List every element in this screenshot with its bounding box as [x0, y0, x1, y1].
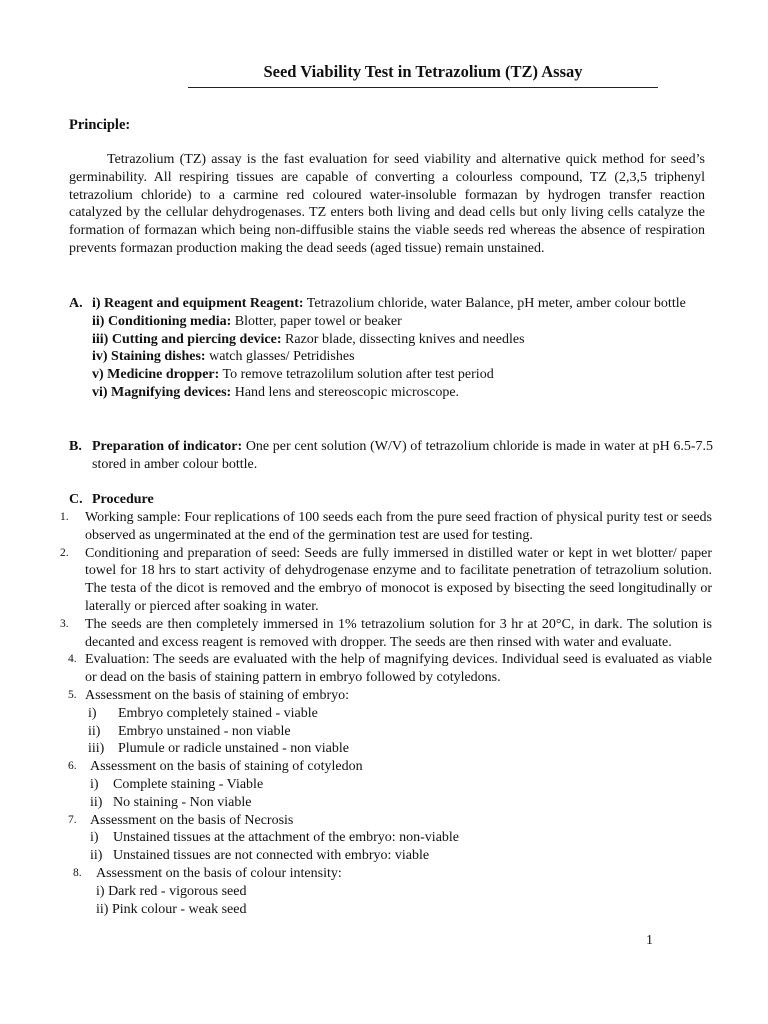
- procedure-item-text: The seeds are then completely immersed in 1% tetrazolium solution for 3 hr at 20°C, in dark. The solution is decanted and excess reagent is removed with dropper. The seeds are then rinsed with water and evaluate.: [85, 616, 712, 650]
- procedure-item-number: 5.: [68, 688, 77, 701]
- section-c-letter: C.: [69, 492, 83, 507]
- section-a-item: [92, 313, 713, 331]
- sub-item-text: Pink colour - weak seed: [111, 901, 247, 917]
- section-a-item-text: Tetrazolium chloride, water Balance, pH meter, amber colour bottle: [303, 296, 686, 311]
- title-underline: [188, 87, 658, 88]
- procedure-item: [60, 651, 712, 687]
- principle-paragraph: Tetrazolium (TZ) assay is the fast evaluation for seed viability and alternative quick method for seed’s germinability. All respiring tissues are capable of converting a colourless compound, TZ (2,3,5 triphenyl tetrazolium chloride) to a carmine red coloured water-insoluble formazan by hydrogen transfer reaction catalyzed by the cellular dehydrogenases. TZ enters both living and dead cells but only living cells catalyze the formation of formazan which being non-diffusible stains the viable seeds red whereas the absence of respiration prevents formazan production making the dead seeds (aged tissue) remain unstained.: [69, 152, 705, 256]
- procedure-item-text: Working sample: Four replications of 100 seeds each from the pure seed fraction of physical purity test or seeds observed as ungerminated at the end of the germination test are used for testing.: [85, 510, 712, 543]
- procedure-item: [60, 509, 712, 545]
- procedure-item-number: 7.: [68, 813, 77, 826]
- section-a-item-label: vi) Magnifying devices:: [92, 384, 232, 400]
- sub-item-text: Dark red - vigorous seed: [108, 883, 247, 899]
- section-b-letter: B.: [69, 439, 82, 454]
- sub-item-number: i): [90, 776, 99, 792]
- sub-item-text: Embryo unstained - non viable: [118, 723, 291, 739]
- sub-item: [85, 740, 712, 758]
- section-a-item: [92, 331, 713, 349]
- section-a-item: [92, 384, 713, 402]
- section-a-item-text: Razor blade, dissecting knives and needles: [281, 331, 525, 347]
- document-title: Seed Viability Test in Tetrazolium (TZ) Assay: [263, 62, 583, 81]
- procedure-item-number: 4.: [68, 653, 77, 666]
- sub-item: [90, 847, 712, 865]
- sub-item: [85, 705, 712, 723]
- sub-item-number: i): [96, 883, 105, 899]
- sub-item-number: ii): [90, 794, 103, 810]
- procedure-item-text: Assessment on the basis of staining of cotyledon: [90, 759, 363, 775]
- procedure-item: [60, 812, 712, 865]
- sub-item: [90, 829, 712, 847]
- sub-item: [96, 883, 712, 901]
- procedure-item-number: 6.: [68, 760, 77, 773]
- sub-item-number: i): [88, 705, 97, 721]
- procedure-item: [60, 616, 712, 652]
- sub-item-text: No staining - Non viable: [113, 794, 252, 810]
- sub-item-text: Embryo completely stained - viable: [118, 705, 318, 721]
- sub-item: [90, 776, 712, 794]
- sub-item-number: iii): [88, 741, 105, 757]
- section-a-item-label: iii) Cutting and piercing device:: [92, 331, 282, 347]
- section-a: [69, 295, 713, 402]
- procedure-item-text: Assessment on the basis of Necrosis: [90, 812, 294, 828]
- procedure-item-text: Assessment on the basis of colour intensity:: [96, 865, 342, 881]
- section-a-item-label: v) Medicine dropper:: [92, 367, 220, 383]
- sub-item: [90, 794, 712, 812]
- sub-item-number: i): [90, 830, 99, 846]
- procedure-item-text: Assessment on the basis of staining of embryo:: [85, 687, 350, 703]
- sub-item-text: Unstained tissues at the attachment of the embryo: non-viable: [113, 830, 460, 846]
- section-a-item-label: i) Reagent and equipment Reagent:: [92, 296, 304, 311]
- sub-item-text: Complete staining - Viable: [113, 776, 264, 792]
- procedure-item-number: 1.: [60, 511, 69, 523]
- procedure-item: [60, 758, 712, 811]
- procedure-item: [60, 687, 712, 758]
- sub-item-number: ii): [96, 901, 109, 917]
- section-a-item: [92, 348, 713, 366]
- sub-item: [85, 723, 712, 741]
- procedure-item: [60, 545, 712, 616]
- sub-item: [96, 901, 712, 919]
- procedure-item-number: 3.: [60, 617, 69, 630]
- procedure-list: [60, 509, 712, 918]
- section-a-item: [92, 295, 713, 313]
- procedure-item-text: Conditioning and preparation of seed: Seeds are fully immersed in distilled water or kept in wet blotter/ paper towel for 18 hrs to start activity of dehydrogenase enzyme and to facilitate penetration of tetrazolium solution. The testa of the dicot is removed and the embryo of monocot is exposed by bisecting the seed longitudinally or laterally or pierced after soaking in water.: [85, 545, 712, 614]
- sub-item-text: Unstained tissues are not connected with embryo: viable: [113, 848, 430, 864]
- section-a-letter: A.: [69, 296, 83, 311]
- section-a-item-text: Hand lens and stereoscopic microscope.: [231, 384, 460, 400]
- sub-item-text: Plumule or radicle unstained - non viable: [118, 741, 349, 757]
- sub-item-number: ii): [88, 723, 101, 739]
- section-b-label: Preparation of indicator:: [92, 439, 243, 454]
- procedure-item-text: Evaluation: The seeds are evaluated with the help of magnifying devices. Individual seed is evaluated as viable or dead on the basis of staining pattern in embryo followed by cotyledons.: [85, 652, 712, 686]
- section-a-item: [92, 366, 713, 384]
- section-b-text: One per cent solution (W/V) of tetrazolium chloride is made in water at pH 6.5-7.5 stored in amber colour bottle.: [92, 439, 713, 472]
- section-b: [69, 438, 713, 474]
- section-a-item-label: ii) Conditioning media:: [92, 313, 232, 329]
- section-a-item-text: To remove tetrazolilum solution after test period: [219, 367, 494, 383]
- procedure-heading: Procedure: [92, 492, 154, 507]
- section-c: [69, 491, 713, 509]
- section-a-item-text: watch glasses/ Petridishes: [205, 349, 355, 365]
- section-a-item-text: Blotter, paper towel or beaker: [231, 313, 402, 329]
- page-number: 1: [646, 933, 653, 948]
- procedure-item-number: 2.: [60, 546, 69, 559]
- sub-item-number: ii): [90, 848, 103, 864]
- section-a-item-label: iv) Staining dishes:: [92, 349, 206, 365]
- procedure-item: [60, 865, 712, 918]
- principle-heading: Principle:: [69, 117, 131, 133]
- procedure-item-number: 8.: [73, 866, 82, 879]
